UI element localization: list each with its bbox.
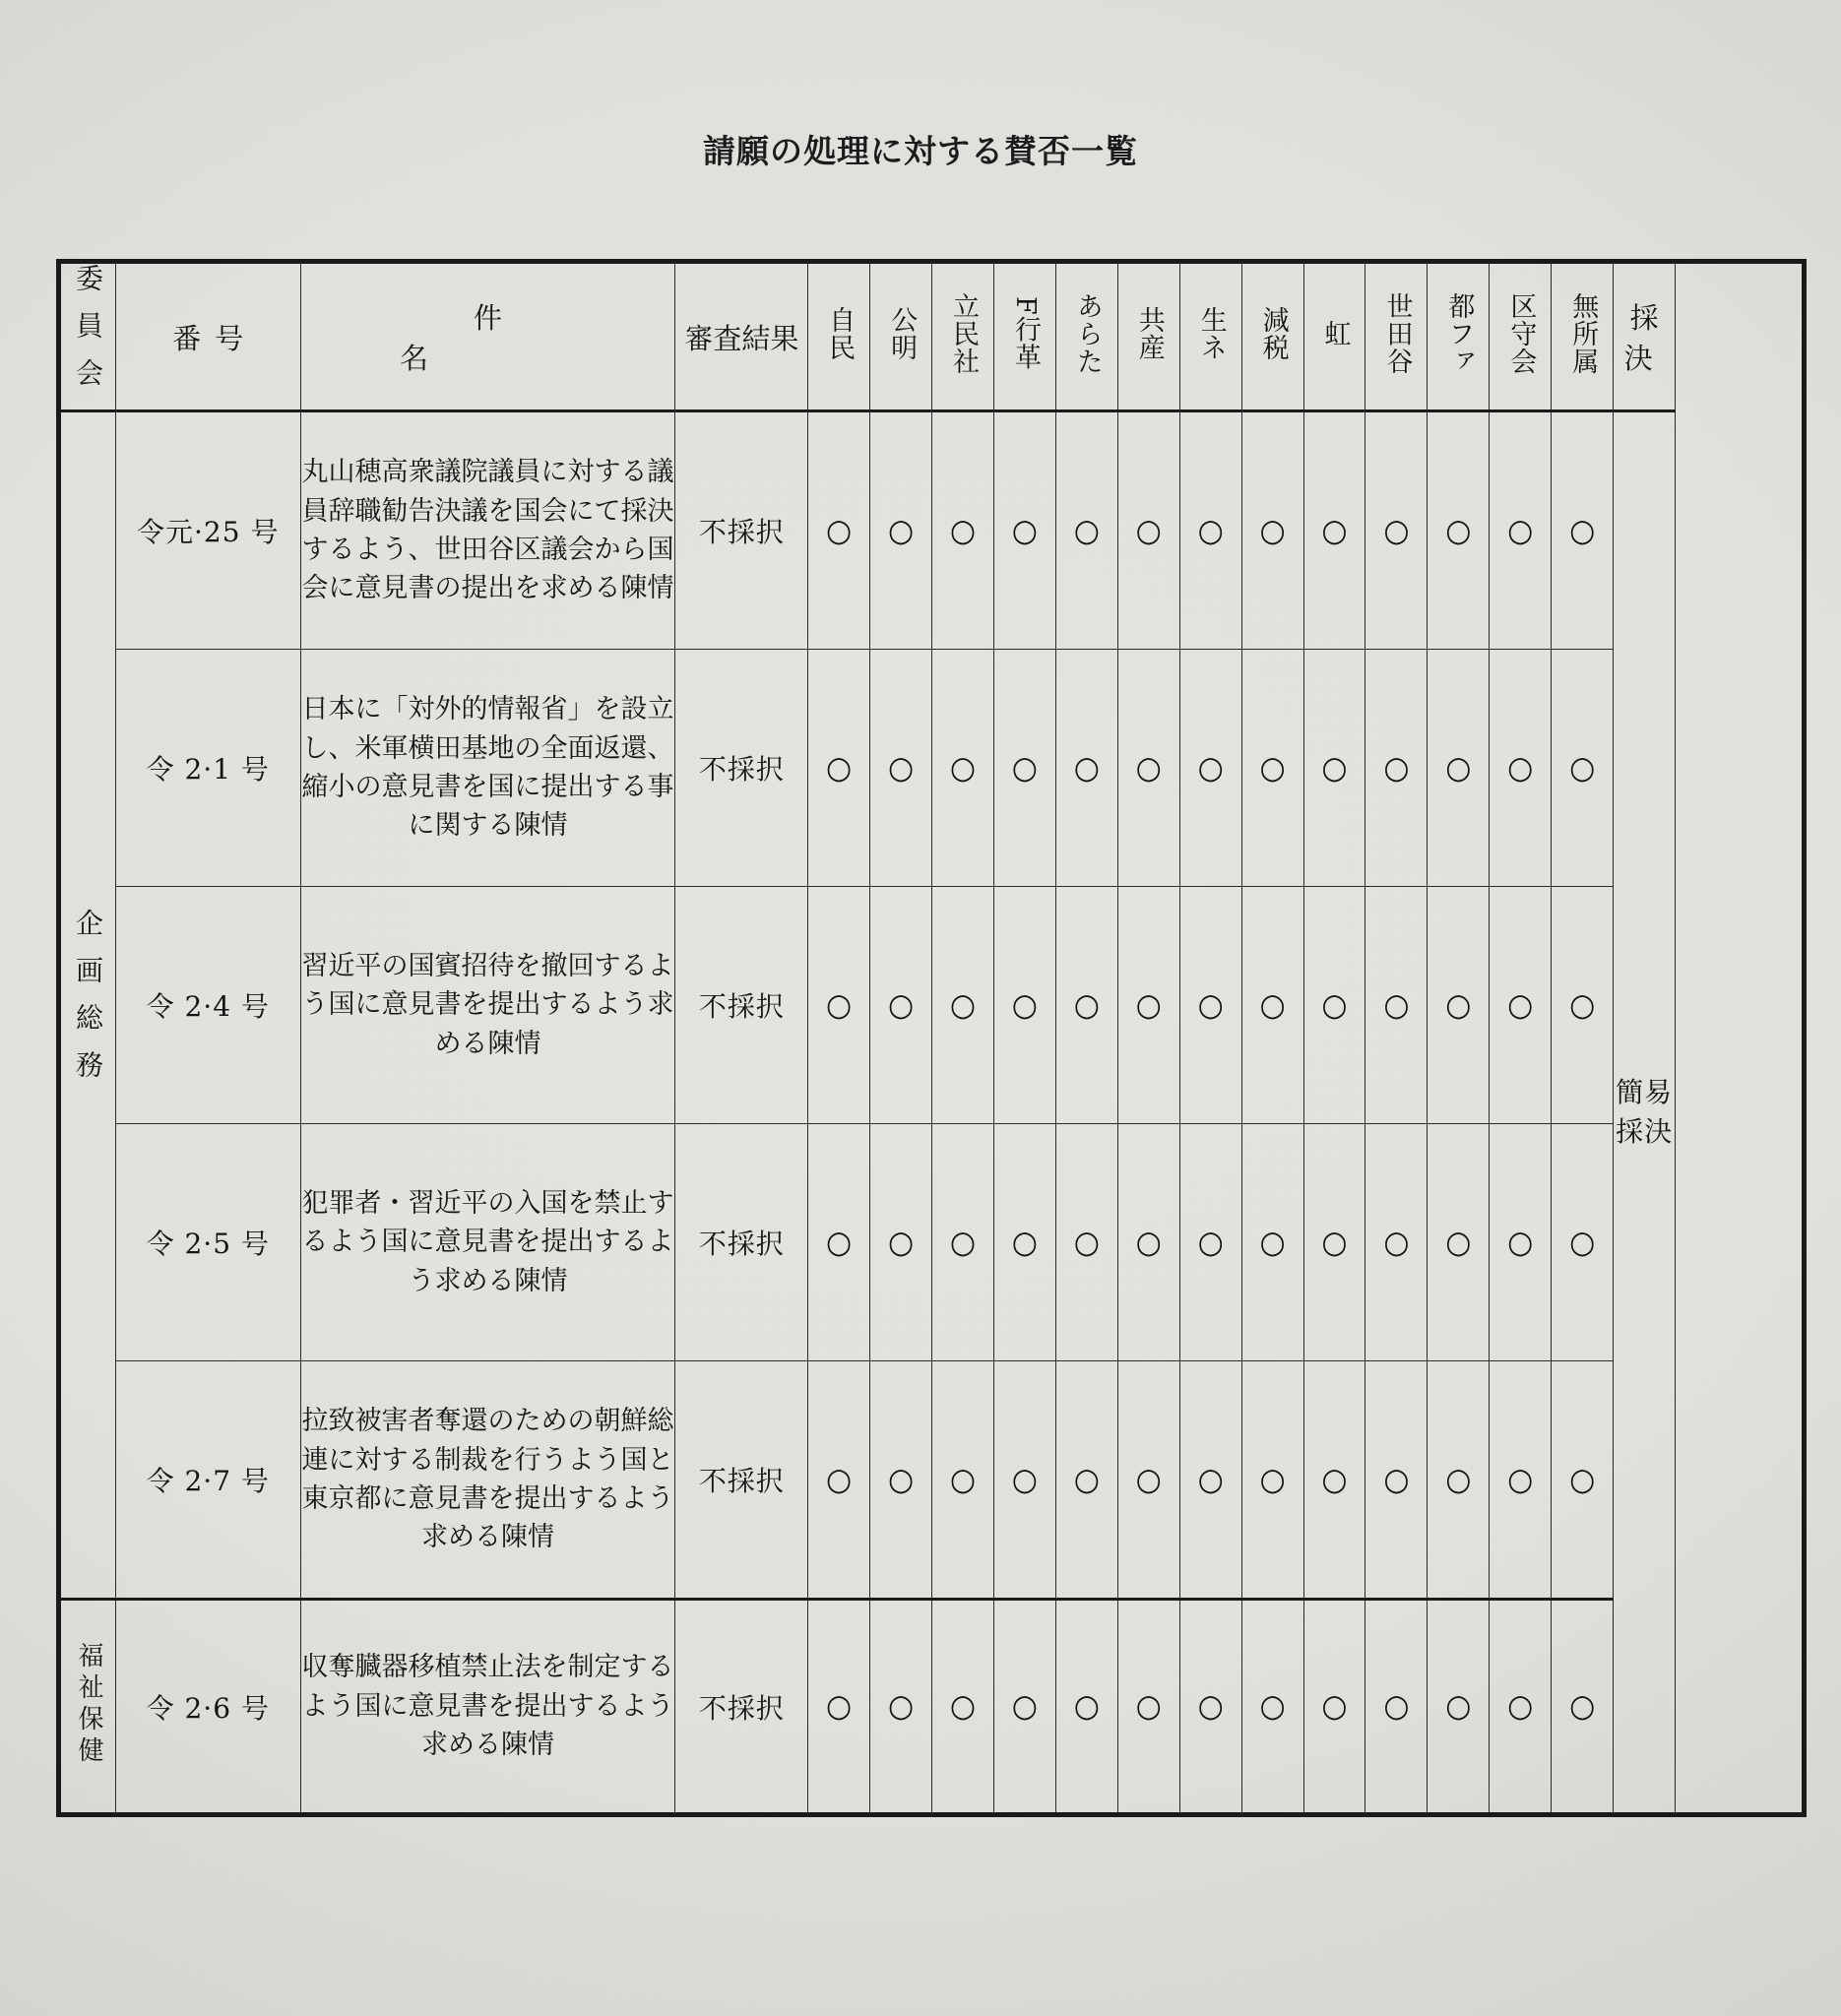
vote-mark: ○ [1383,1461,1410,1498]
table-row [59,650,1804,887]
header-party-label: 世田谷 [1381,291,1413,375]
header-party-setagaya [1365,262,1428,411]
vote-mark: ○ [1135,986,1162,1024]
vote-mark: ○ [1383,749,1410,787]
vote-mark: ○ [1259,512,1286,549]
vote-mark: ○ [949,986,977,1024]
vote-mark: ○ [1321,1687,1348,1726]
vote-cell [870,1600,932,1815]
vote-cell [870,411,932,650]
header-party-label: 区守会 [1505,291,1537,375]
vote-mark: ○ [1445,512,1472,549]
header-decision [1614,262,1676,411]
table-row [59,1600,1804,1815]
vote-table [57,260,1806,1816]
header-party-kushukai [1490,262,1552,411]
page-title: 請願の処理に対する賛否一覧 [703,132,1138,170]
vote-cell [1365,411,1428,650]
header-party-rimin [932,262,994,411]
vote-mark: ○ [887,986,915,1024]
vote-mark: ○ [1259,1461,1286,1498]
vote-mark: ○ [1073,1687,1100,1726]
header-party-genzei [1241,262,1303,411]
vote-cell [932,1361,994,1600]
vote-cell [1055,1361,1117,1600]
vote-cell [1490,887,1552,1124]
vote-cell [993,887,1055,1124]
vote-mark: ○ [1135,1687,1162,1726]
vote-table-container [57,260,1806,1816]
vote-mark: ○ [826,749,853,787]
vote-mark: ○ [1321,1224,1348,1261]
vote-mark: ○ [1569,986,1596,1024]
vote-mark: ○ [1197,512,1224,549]
vote-cell [1490,650,1552,887]
vote-cell [1552,1124,1614,1361]
vote-mark: ○ [1569,1687,1596,1726]
vote-mark: ○ [826,1224,853,1261]
vote-cell [1241,650,1303,887]
vote-cell [1490,1600,1552,1815]
vote-mark: ○ [1383,1687,1410,1726]
vote-mark: ○ [826,512,853,549]
vote-cell [808,1600,870,1815]
vote-mark: ○ [1445,749,1472,787]
vote-mark: ○ [1197,1687,1224,1726]
vote-mark: ○ [1073,749,1100,787]
header-party-jimin [808,262,870,411]
vote-cell [1303,1600,1365,1815]
vote-mark: ○ [1197,1224,1224,1261]
vote-cell [1055,1124,1117,1361]
header-subject [300,262,675,411]
header-party-label: 自民 [824,305,856,361]
row-number: 令 2·4 号 [115,887,300,1124]
vote-mark: ○ [1569,512,1596,549]
row-number: 令 2·7 号 [115,1361,300,1600]
vote-mark: ○ [949,749,977,787]
vote-cell [932,411,994,650]
vote-mark: ○ [1197,1461,1224,1498]
vote-mark: ○ [1383,1224,1410,1261]
table-row [59,411,1804,650]
vote-mark: ○ [887,1687,915,1726]
vote-mark: ○ [1507,1461,1534,1498]
row-number: 令 2·1 号 [115,650,300,887]
vote-cell [1303,1124,1365,1361]
vote-mark: ○ [1507,512,1534,549]
vote-cell [1365,650,1428,887]
row-result: 不採択 [675,887,808,1124]
vote-mark: ○ [1197,986,1224,1024]
row-number: 令 2·5 号 [115,1124,300,1361]
header-party-label: 都ファ [1443,291,1475,375]
vote-mark: ○ [1135,512,1162,549]
vote-mark: ○ [1135,1461,1162,1498]
row-number: 令元·25 号 [115,411,300,650]
vote-cell [1179,650,1241,887]
vote-mark: ○ [1073,1461,1100,1498]
vote-mark: ○ [1507,749,1534,787]
vote-mark: ○ [1445,1687,1472,1726]
vote-cell [1117,887,1179,1124]
vote-cell [1552,887,1614,1124]
vote-mark: ○ [1197,749,1224,787]
vote-mark: ○ [1073,986,1100,1024]
vote-mark: ○ [1507,1687,1534,1726]
row-subject: 丸山穂高衆議院議員に対する議員辞職勧告決議を国会にて採決するよう、世田谷区議会から国会に意見書の提出を求める陳情 [300,411,675,650]
vote-mark: ○ [1011,749,1038,787]
vote-cell [1552,1361,1614,1600]
vote-cell [1055,887,1117,1124]
vote-cell [1179,1124,1241,1361]
committee-cell-fukushi-hoken [59,1600,115,1815]
vote-cell [1241,1124,1303,1361]
vote-mark: ○ [1135,749,1162,787]
vote-mark: ○ [1073,1224,1100,1261]
vote-mark: ○ [1445,1224,1472,1261]
vote-cell [1428,1361,1490,1600]
vote-cell [932,650,994,887]
vote-cell [870,650,932,887]
header-party-label: 共産 [1133,305,1165,361]
vote-cell [993,1600,1055,1815]
vote-cell [1055,411,1117,650]
vote-cell [993,1124,1055,1361]
vote-cell [1117,1600,1179,1815]
vote-cell [808,1124,870,1361]
vote-mark: ○ [1011,1687,1038,1726]
row-number: 令 2·6 号 [115,1600,300,1815]
header-party-label: 立民社 [948,291,980,375]
vote-cell [1241,411,1303,650]
row-result: 不採択 [675,411,808,650]
vote-mark: ○ [887,749,915,787]
header-party-label: 生ネ [1195,305,1227,361]
vote-mark: ○ [1011,512,1038,549]
vote-cell [993,650,1055,887]
vote-cell [1365,887,1428,1124]
vote-mark: ○ [1011,1461,1038,1498]
header-decision-label: 採決 [1623,301,1671,375]
header-result-label: 審査結果 [684,321,799,355]
row-subject: 犯罪者・習近平の入国を禁止するよう国に意見書を提出するよう求める陳情 [300,1124,675,1361]
vote-mark: ○ [826,1461,853,1498]
vote-cell [1428,1124,1490,1361]
vote-mark: ○ [1259,749,1286,787]
header-party-label: F行革 [1009,295,1041,371]
vote-mark: ○ [949,1224,977,1261]
header-row [59,262,1804,411]
vote-cell [1241,1361,1303,1600]
vote-mark: ○ [1259,1224,1286,1261]
header-party-label: 虹 [1319,319,1351,347]
committee-label: 企画総務 [72,909,104,1098]
vote-cell [1179,1600,1241,1815]
vote-cell [993,411,1055,650]
vote-mark: ○ [1135,1224,1162,1261]
header-result [675,262,808,411]
committee-cell-kikaku-somu [59,411,115,1600]
vote-cell [808,887,870,1124]
vote-cell [1117,650,1179,887]
vote-mark: ○ [826,1687,853,1726]
row-result: 不採択 [675,1124,808,1361]
vote-mark: ○ [1259,1687,1286,1726]
vote-mark: ○ [887,512,915,549]
row-result: 不採択 [675,650,808,887]
row-result: 不採択 [675,1361,808,1600]
vote-mark: ○ [949,1687,977,1726]
header-party-label: 公明 [886,305,918,361]
vote-cell [1552,1600,1614,1815]
header-party-label: 無所属 [1567,291,1599,375]
vote-cell [1179,887,1241,1124]
header-party-komei [870,262,932,411]
header-committee-label: 委員会 [72,264,104,406]
vote-cell [870,887,932,1124]
header-number-label: 番号 [172,321,258,355]
vote-cell [1241,1600,1303,1815]
vote-mark: ○ [887,1224,915,1261]
vote-mark: ○ [1569,749,1596,787]
vote-cell [1117,411,1179,650]
vote-cell [993,1361,1055,1600]
table-row [59,1361,1804,1600]
vote-cell [1055,650,1117,887]
vote-cell [1303,411,1365,650]
row-subject: 日本に「対外的情報省」を設立し、米軍横田基地の全面返還、縮小の意見書を国に提出する事に関する陳情 [300,650,675,887]
vote-cell [1365,1124,1428,1361]
header-party-label: 減税 [1257,305,1289,361]
header-party-mushozoku [1552,262,1614,411]
vote-cell [932,887,994,1124]
vote-cell [1303,1361,1365,1600]
vote-mark: ○ [1011,1224,1038,1261]
vote-cell [1179,411,1241,650]
vote-cell [1552,650,1614,887]
vote-cell [1117,1361,1179,1600]
vote-mark: ○ [1321,986,1348,1024]
header-party-fgyokaku [993,262,1055,411]
row-subject: 拉致被害者奪還のための朝鮮総連に対する制裁を行うよう国と東京都に意見書を提出するよう求める陳情 [300,1361,675,1600]
vote-mark: ○ [1507,986,1534,1024]
vote-mark: ○ [1383,986,1410,1024]
vote-cell [932,1124,994,1361]
vote-cell [870,1124,932,1361]
table-row [59,887,1804,1124]
vote-cell [1490,411,1552,650]
vote-mark: ○ [826,986,853,1024]
vote-mark: ○ [949,512,977,549]
vote-mark: ○ [1321,512,1348,549]
vote-cell [870,1361,932,1600]
vote-mark: ○ [1569,1461,1596,1498]
vote-cell [1117,1124,1179,1361]
header-party-arata [1055,262,1117,411]
decision-cell [1614,411,1676,1815]
header-party-label: あらた [1071,291,1103,375]
vote-mark: ○ [1321,1461,1348,1498]
vote-cell [1428,411,1490,650]
header-number [115,262,300,411]
vote-cell [808,411,870,650]
vote-cell [1552,411,1614,650]
decision-label: 簡易採決 [1616,1076,1674,1148]
vote-cell [1303,650,1365,887]
vote-mark: ○ [949,1461,977,1498]
vote-mark: ○ [1445,1461,1472,1498]
vote-mark: ○ [1569,1224,1596,1261]
vote-cell [1428,887,1490,1124]
vote-cell [808,1361,870,1600]
row-result: 不採択 [675,1600,808,1815]
vote-mark: ○ [1321,749,1348,787]
vote-cell [1303,887,1365,1124]
table-body [59,411,1804,1815]
header-subject-label: 件名 [400,301,651,375]
header-party-niji [1303,262,1365,411]
vote-cell [1428,1600,1490,1815]
table-row [59,1124,1804,1361]
vote-cell [808,650,870,887]
header-party-kyosan [1117,262,1179,411]
table-header [59,262,1804,411]
vote-mark: ○ [1445,986,1472,1024]
vote-cell [1490,1124,1552,1361]
vote-mark: ○ [1073,512,1100,549]
vote-mark: ○ [1383,512,1410,549]
header-committee [59,262,115,411]
vote-cell [1365,1600,1428,1815]
vote-cell [932,1600,994,1815]
row-subject: 習近平の国賓招待を撤回するよう国に意見書を提出するよう求める陳情 [300,887,675,1124]
header-party-tofa [1428,262,1490,411]
vote-mark: ○ [887,1461,915,1498]
vote-mark: ○ [1507,1224,1534,1261]
committee-label: 福祉保健 [73,1641,103,1768]
vote-cell [1241,887,1303,1124]
vote-cell [1055,1600,1117,1815]
vote-cell [1490,1361,1552,1600]
vote-cell [1179,1361,1241,1600]
row-subject: 収奪臓器移植禁止法を制定するよう国に意見書を提出するよう求める陳情 [300,1600,675,1815]
vote-cell [1428,650,1490,887]
vote-mark: ○ [1011,986,1038,1024]
vote-cell [1365,1361,1428,1600]
vote-mark: ○ [1259,986,1286,1024]
header-party-seine [1179,262,1241,411]
